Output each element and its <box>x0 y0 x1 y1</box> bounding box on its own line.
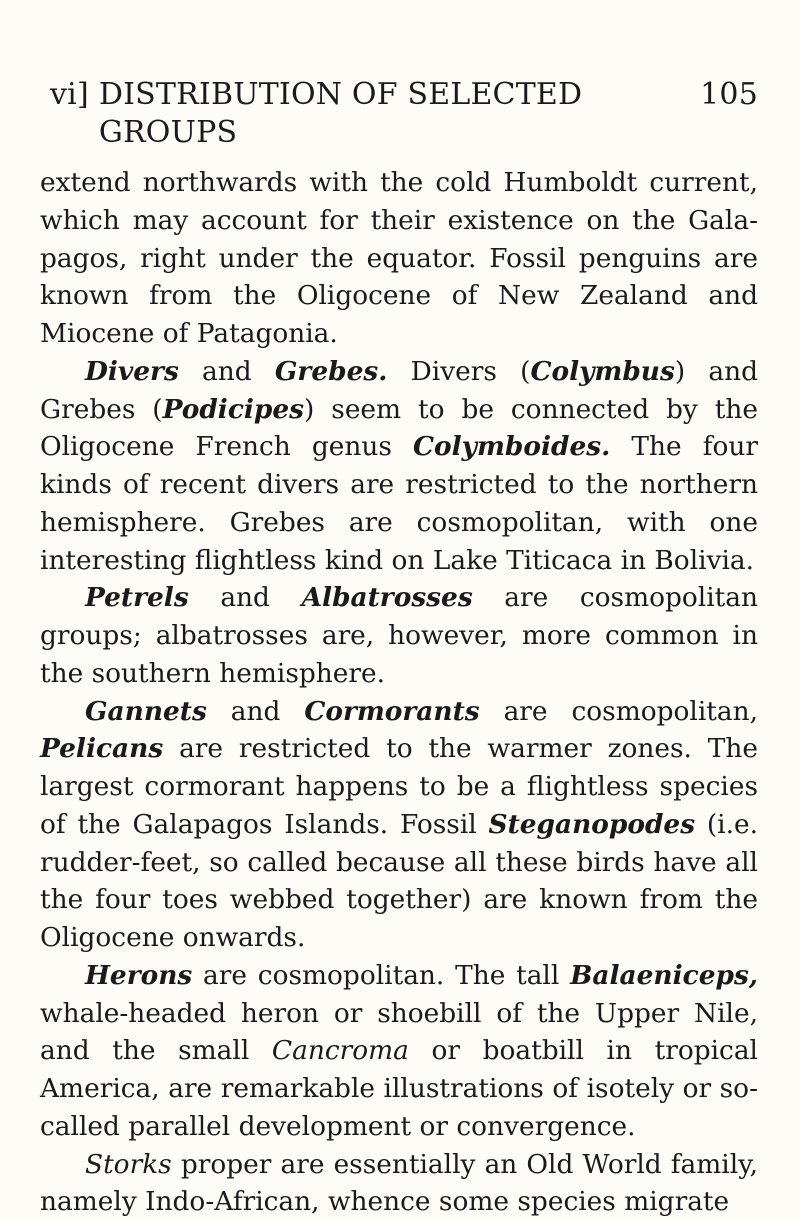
text-run: and <box>189 582 302 613</box>
emphasized-term: Grebes. <box>275 356 388 387</box>
book-page <box>40 76 758 1221</box>
emphasized-term: Cormorants <box>304 696 479 727</box>
page-number: 105 <box>700 76 758 114</box>
emphasized-term: Storks <box>85 1149 172 1180</box>
body-text <box>40 164 758 1221</box>
text-run: or boatbill in tropical America, are remarkable illustrations of isotely or so-called parallel development or convergence. <box>40 1035 758 1142</box>
paragraph <box>40 1146 758 1221</box>
emphasized-term: Podicipes <box>163 394 304 425</box>
text-run: whale-headed heron or shoebill of the Upper Nile, and the small <box>40 998 758 1067</box>
paragraph <box>40 164 758 353</box>
text-run: are cosmopolitan. The tall <box>192 960 570 991</box>
text-run: are cosmopolitan groups; albatrosses are, however, more common in the southern hemisphere. <box>40 582 758 689</box>
chapter-number: vi] <box>50 76 89 114</box>
paragraph <box>40 957 758 1146</box>
text-run: ) seem to be connected by the Oligocene French genus <box>40 394 758 463</box>
emphasized-term: Balaeniceps, <box>570 960 758 991</box>
text-run: ) and Grebes ( <box>40 356 758 425</box>
paragraph <box>40 579 758 692</box>
paragraph <box>40 693 758 957</box>
text-run: and <box>207 696 305 727</box>
text-run: extend northwards with the cold Humboldt current, which may account for their existence on the Galapagos, right under the equator. Fossil penguins are known from the Oligocene of New Zealand and Miocene of Patagonia. <box>40 167 758 349</box>
emphasized-term: Colymboides. <box>413 431 610 462</box>
emphasized-term: Steganopodes <box>489 809 696 840</box>
emphasized-term: Cancroma <box>272 1035 409 1066</box>
emphasized-term: Petrels <box>85 582 189 613</box>
emphasized-term: Pelicans <box>40 733 163 764</box>
paragraph <box>40 353 758 580</box>
running-header <box>50 76 758 152</box>
text-run: and <box>179 356 275 387</box>
text-run: (i.e. rudder-feet, so called because all these birds have all the four toes webbed together) are known from the Oligocene onwards. <box>40 809 758 953</box>
running-title: DISTRIBUTION OF SELECTED GROUPS <box>99 76 700 152</box>
emphasized-term: Divers <box>85 356 179 387</box>
emphasized-term: Colymbus <box>530 356 674 387</box>
emphasized-term: Herons <box>85 960 192 991</box>
text-run: Divers ( <box>387 356 530 387</box>
emphasized-term: Albatrosses <box>302 582 473 613</box>
text-run: are cosmopolitan, <box>480 696 758 727</box>
emphasized-term: Gannets <box>85 696 207 727</box>
text-run: proper are essentially an Old World family, namely Indo-African, whence some species migrate <box>40 1149 758 1218</box>
text-run: The four kinds of recent divers are restricted to the northern hemisphere. Grebes are cosmopolitan, with one interesting flightless kind on Lake Titicaca in Bolivia. <box>40 431 758 575</box>
text-run: are restricted to the warmer zones. The largest cormorant happens to be a flightless species of the Galapagos Islands. Fossil <box>40 733 758 840</box>
